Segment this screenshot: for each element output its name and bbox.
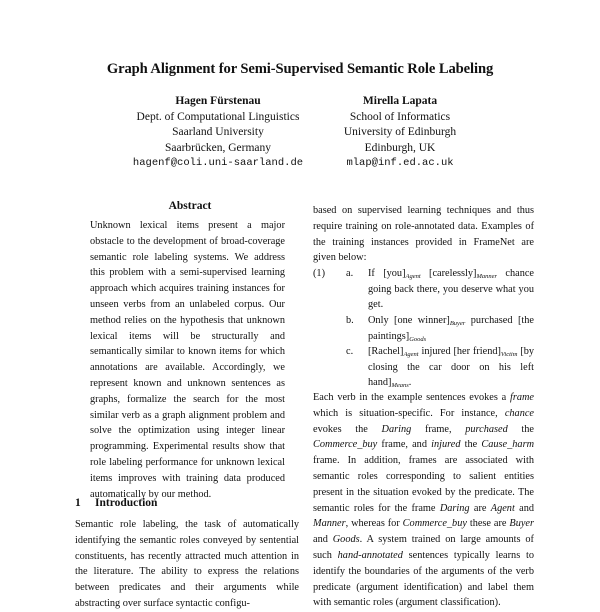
frame-name: Daring: [439, 502, 470, 514]
term-verb: purchased: [465, 423, 508, 435]
role-label: Agent: [403, 351, 419, 358]
role-label: Means: [391, 382, 409, 390]
example-word: .: [408, 377, 412, 389]
author-email: hagenf@coli.uni-saarland.de: [132, 157, 304, 170]
role-label: Goods: [409, 335, 427, 343]
example-a: [368, 266, 534, 313]
role-name: Agent: [490, 502, 515, 514]
frame-name: Commerce_buy: [313, 439, 378, 451]
example-word: Only: [368, 315, 389, 326]
example-letter-c: c.: [346, 346, 354, 357]
abstract-heading: Abstract: [168, 200, 212, 212]
example-word: [carelessly]: [429, 268, 477, 279]
example-letter-b: b.: [346, 315, 354, 326]
paper-title: Graph Alignment for Semi-Supervised Semantic Role Labeling: [106, 61, 494, 77]
author-location: Saarbrücken, Germany: [164, 141, 271, 154]
example-b: [368, 313, 534, 344]
author-institution: University of Edinburgh: [343, 126, 457, 139]
example-word: [Rachel]: [368, 346, 404, 357]
example-word: [you]: [383, 268, 406, 279]
example-word: [her: [453, 346, 471, 357]
example-word: friend]: [472, 346, 501, 357]
author-block-2: [300, 94, 500, 172]
example-number: (1): [313, 268, 326, 279]
author-affiliation: School of Informatics: [349, 110, 451, 123]
section-title: Introduction: [95, 497, 158, 509]
example-c: [368, 344, 534, 391]
example-word: [by closing the car door on his left hand]: [368, 346, 534, 389]
frame-name: Commerce_buy: [402, 518, 467, 530]
role-label: Buyer: [449, 320, 466, 327]
role-name: Goods: [332, 534, 360, 546]
term-verb: injured: [431, 439, 461, 451]
term-verb: chance: [504, 407, 534, 419]
example-word: [the paintings]: [368, 315, 534, 342]
author-institution: Saarland University: [172, 126, 264, 139]
role-name: Buyer: [509, 518, 534, 530]
role-name: Manner: [313, 518, 346, 530]
example-word: purchased: [470, 315, 513, 326]
abstract-text: Unknown lexical items present a major obstacle to the development of broad-coverage semantic role labeling systems. We address this problem with a semi-supervised learning approach which acquires training instances for unseen verbs from an unlabeled corpus. Our method relies on the hypothesis that unknown lexical items will be structurally and semantically similar to known items for which annotations are available. Accordingly, we represent known and unknown sentences as graphs, formalize the search for the most similar verb as a graph alignment problem and solve the optimization using integer linear programming. Experimental results show that role labeling performance for unknown lexical items improves with training data produced automatically by our method.: [90, 220, 285, 500]
example-word: injured: [421, 346, 451, 357]
term-frame: frame: [509, 392, 534, 403]
right-column-intro: based on supervised learning techniques and thus require training on role-annotated data. Examples of the training instances provided in FrameNet are given below:: [313, 205, 534, 264]
role-label: Victim: [500, 351, 518, 358]
author-affiliation: Dept. of Computational Linguistics: [136, 110, 300, 123]
author-name: Hagen Fürstenau: [175, 95, 261, 107]
example-word: [one winner]: [394, 315, 450, 326]
author-name: Mirella Lapata: [362, 95, 438, 107]
author-location: Edinburgh, UK: [364, 141, 436, 154]
example-word: chance going back there, you deserve what you get.: [368, 268, 534, 311]
author-email: mlap@inf.ed.ac.uk: [346, 157, 454, 170]
introduction-text: Semantic role labeling, the task of automatically identifying the semantic roles conveyed by sentential constituents, has recently attracted much attention in the literature. The ability to express the relations between predicates and their arguments while abstracting over surface syntactic configu-: [75, 519, 299, 609]
role-label: Agent: [405, 273, 421, 280]
section-heading: [75, 497, 157, 509]
example-word: If: [368, 268, 375, 279]
role-label: Manner: [476, 273, 498, 280]
example-letter-a: a.: [346, 268, 354, 279]
right-column-body: Each verb in the example sentences evokes a frame which is situation-specific. For instance, chance evokes the Daring frame, purchased the Commerce_buy frame, and injured the Cause_harm frame. In addition, frames are associated with semantic roles corresponding to salient entities present in the situation evoked by the predicate. The semantic roles for the frame Daring are Agent and Manner, whereas for Commerce_buy these are Buyer and Goods. A system trained on large amounts of such hand-annotated sentences typically learns to identify the boundaries of the arguments of the verb predicate (argument identification) and label them with semantic roles (argument classification).: [313, 392, 535, 609]
frame-name: Daring: [381, 423, 412, 435]
term-emphasis: hand-annotated: [337, 549, 403, 561]
section-number: 1: [75, 497, 81, 509]
frame-name: Cause_harm: [481, 439, 535, 451]
